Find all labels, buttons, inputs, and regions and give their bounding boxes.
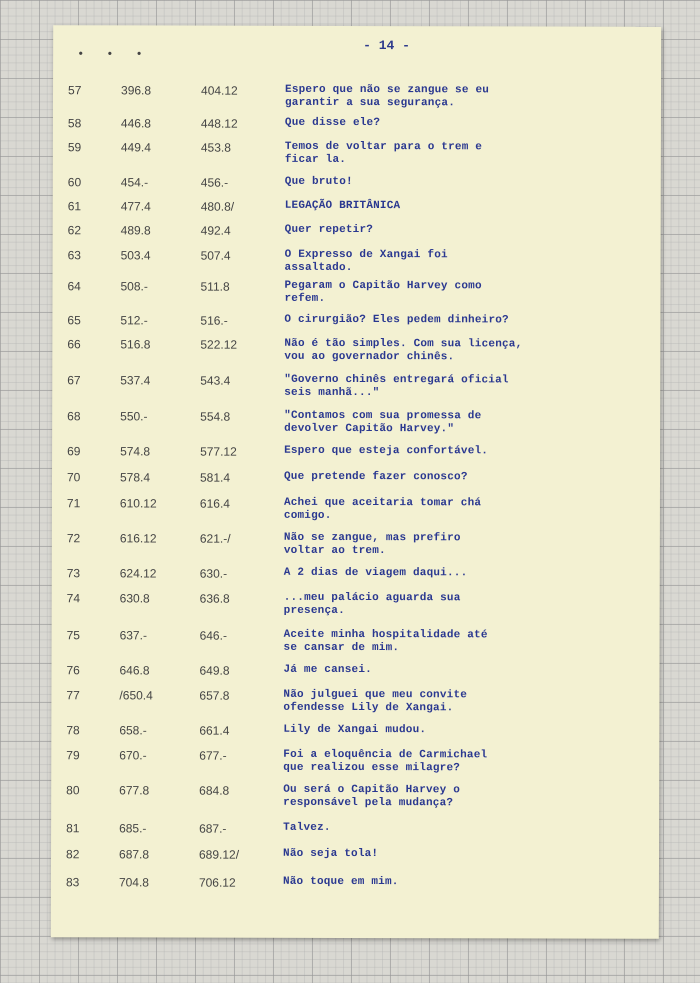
subtitle-number: 67: [67, 373, 81, 388]
table-row: [52, 591, 660, 623]
time-in: 624.12: [119, 566, 157, 581]
time-out: 507.4: [200, 248, 231, 263]
subtitle-number: 68: [67, 409, 81, 424]
subtitle-list: [53, 83, 661, 890]
subtitle-number: 69: [67, 444, 81, 459]
time-in: 610.12: [119, 496, 157, 511]
subtitle-number: 77: [66, 688, 80, 703]
time-in: 489.8: [120, 223, 151, 238]
subtitle-number: 82: [66, 847, 80, 862]
time-out: 404.12: [201, 83, 238, 98]
time-out: 581.4: [199, 470, 231, 485]
table-row: [51, 783, 659, 815]
time-in: 503.4: [120, 248, 151, 263]
time-in: 512.-: [120, 313, 148, 328]
time-in: 477.4: [120, 199, 151, 214]
time-in: 454.-: [120, 175, 149, 190]
punch-marks: •••: [77, 47, 165, 62]
subtitle-number: 60: [67, 175, 82, 190]
subtitle-text: Quer repetir?: [284, 223, 374, 237]
time-in: 516.8: [120, 337, 151, 352]
subtitle-number: 76: [66, 663, 80, 678]
subtitle-text: Que disse ele?: [284, 116, 381, 130]
subtitle-number: 71: [66, 496, 81, 511]
time-in: 574.8: [120, 444, 151, 459]
table-row: [52, 337, 660, 369]
subtitle-text: Já me cansei.: [283, 663, 372, 677]
time-out: 646.-: [199, 628, 227, 643]
time-out: 480.8/: [200, 199, 235, 214]
time-out: 456.-: [200, 175, 229, 190]
subtitle-number: 83: [65, 875, 80, 890]
time-in: 685.-: [119, 821, 147, 836]
time-in: 537.4: [120, 373, 151, 388]
time-in: /650.4: [119, 688, 153, 703]
time-in: 449.4: [120, 140, 151, 155]
time-in: 704.8: [118, 875, 150, 890]
time-out: 554.8: [200, 409, 231, 424]
time-out: 706.12: [198, 875, 236, 890]
subtitle-text: Não julguei que meu convite ofendesse Lily de Xangai.: [283, 688, 468, 715]
time-out: 661.4: [199, 723, 230, 738]
subtitle-text: Pegaram o Capitão Harvey como refem.: [284, 279, 482, 305]
table-row: [52, 279, 660, 311]
time-out: 516.-: [200, 313, 228, 328]
subtitle-text: "Governo chinês entregará oficial seis manhã...": [284, 373, 509, 400]
subtitle-number: 72: [66, 531, 81, 546]
table-row: [53, 140, 661, 172]
subtitle-text: O cirurgião? Eles pedem dinheiro?: [284, 313, 509, 327]
subtitle-number: 65: [67, 313, 81, 328]
subtitle-text: Achei que aceitaria tomar chá comigo.: [283, 496, 482, 522]
time-out: 453.8: [200, 140, 231, 155]
time-out: 684.8: [199, 783, 230, 798]
subtitle-number: 74: [66, 591, 81, 606]
table-row: [53, 83, 661, 115]
subtitle-text: Aceite minha hospitalidade até se cansar de mim.: [283, 628, 488, 655]
subtitle-number: 63: [67, 248, 81, 263]
subtitle-number: 64: [67, 279, 81, 294]
subtitle-number: 79: [66, 748, 80, 763]
time-out: 689.12/: [199, 847, 240, 862]
table-row: [51, 847, 659, 879]
table-row: [51, 875, 659, 907]
table-row: [51, 688, 659, 720]
subtitle-number: 80: [66, 783, 80, 798]
time-out: 687.-: [199, 821, 227, 836]
subtitle-number: 66: [67, 337, 81, 352]
time-in: 396.8: [121, 83, 152, 98]
table-row: [53, 248, 661, 280]
time-out: 522.12: [200, 337, 238, 352]
table-row: [52, 496, 660, 528]
time-in: 630.8: [119, 591, 150, 606]
subtitle-text: Espero que não se zangue se eu garantir a sua segurança.: [284, 83, 490, 110]
time-out: 677.-: [199, 748, 227, 763]
time-in: 550.-: [120, 409, 148, 424]
subtitle-number: 70: [66, 470, 81, 485]
time-out: 577.12: [200, 444, 237, 459]
subtitle-text: Não é tão simples. Com sua licença, vou ao governador chinês.: [284, 337, 523, 364]
table-row: [52, 628, 660, 660]
time-out: 657.8: [199, 688, 230, 703]
document-page: [51, 25, 661, 939]
time-in: 646.8: [119, 663, 150, 678]
subtitle-text: Lily de Xangai mudou.: [283, 723, 427, 737]
subtitle-number: 57: [68, 83, 82, 98]
time-in: 658.-: [119, 723, 147, 738]
time-out: 543.4: [200, 373, 231, 388]
subtitle-text: Não se zangue, mas prefiro voltar ao trem.: [283, 531, 461, 558]
time-in: 446.8: [120, 116, 151, 131]
time-out: 636.8: [199, 591, 230, 606]
time-out: 511.8: [200, 279, 230, 294]
subtitle-number: 61: [67, 199, 82, 214]
subtitle-number: 62: [67, 223, 82, 238]
time-out: 649.8: [199, 663, 230, 678]
subtitle-text: Que bruto!: [284, 175, 353, 188]
time-out: 616.4: [199, 496, 230, 511]
subtitle-text: Que pretende fazer conosco?: [283, 470, 468, 484]
subtitle-text: Não seja tola!: [283, 847, 379, 861]
subtitle-text: A 2 dias de viagem daqui...: [283, 566, 468, 580]
time-out: 630.-: [199, 566, 228, 581]
subtitle-text: ...meu palácio aguarda sua presença.: [283, 591, 461, 617]
time-in: 687.8: [119, 847, 150, 862]
subtitle-text: O Expresso de Xangai foi assaltado.: [284, 248, 448, 274]
table-row: [52, 531, 660, 563]
subtitle-number: 81: [66, 821, 80, 836]
subtitle-text: "Contamos com sua promessa de devolver Capitão Harvey.": [284, 409, 482, 436]
table-row: [51, 748, 659, 780]
subtitle-text: Foi a eloquência de Carmichael que realizou esse milagre?: [283, 748, 488, 775]
subtitle-number: 75: [66, 628, 80, 643]
time-in: 677.8: [119, 783, 150, 798]
time-in: 670.-: [119, 748, 147, 763]
subtitle-number: 59: [67, 140, 82, 155]
time-in: 637.-: [119, 628, 147, 643]
table-row: [52, 373, 660, 405]
subtitle-text: Não toque em mim.: [282, 875, 399, 889]
page-number: - 14 -: [363, 38, 410, 54]
time-in: 616.12: [119, 531, 157, 546]
subtitle-text: Temos de voltar para o trem e ficar la.: [284, 140, 483, 166]
subtitle-text: Talvez.: [283, 821, 331, 834]
subtitle-text: Ou será o Capitão Harvey o responsável pela mudança?: [283, 783, 461, 810]
table-row: [52, 409, 660, 441]
subtitle-number: 58: [67, 116, 82, 131]
time-in: 508.-: [120, 279, 148, 294]
subtitle-number: 78: [66, 723, 80, 738]
subtitle-text: Espero que esteja confortável.: [284, 444, 489, 458]
time-in: 578.4: [119, 470, 151, 485]
time-out: 492.4: [200, 223, 231, 238]
time-out: 448.12: [200, 116, 238, 131]
time-out: 621.-/: [199, 531, 231, 546]
subtitle-text: LEGAÇÃO BRITÂNICA: [284, 199, 401, 213]
subtitle-number: 73: [66, 566, 81, 581]
